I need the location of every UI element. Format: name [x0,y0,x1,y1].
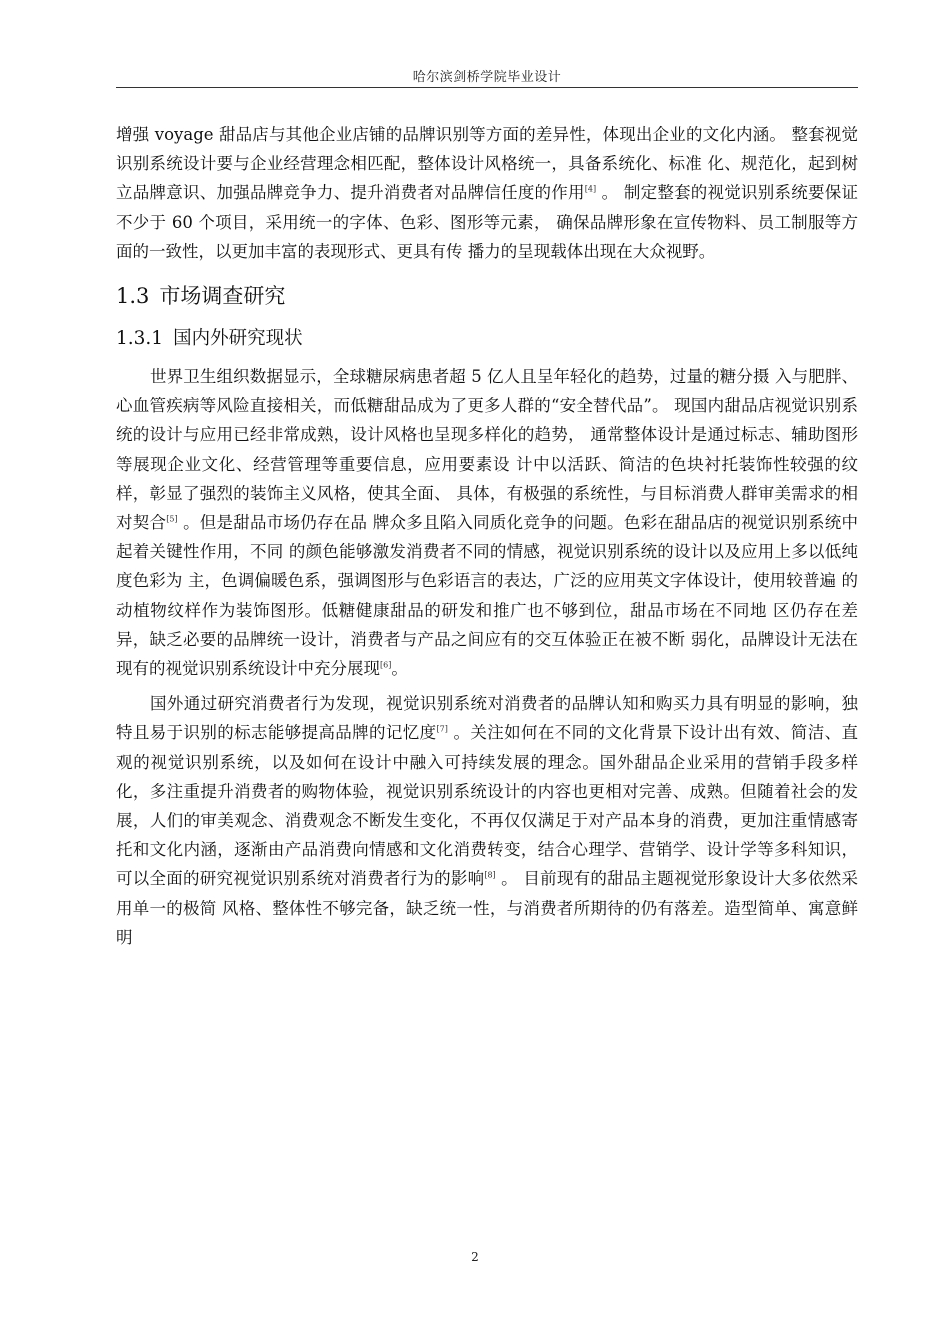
intro-text-a: 增强 voyage 甜品店与其他企业店铺的品牌识别等方面的差异性，体现出企业的文化内涵。 整套视觉识别系统设计要与企业经营理念相匹配，整体设计风格统一，具备系统化、标准 化、规范化，起到树立品牌意识、加强品牌竞争力、提升消费者对品牌信任度的作用 [116,125,858,203]
foreign-research-paragraph [116,689,858,952]
page-body [116,120,858,952]
header-divider [116,87,858,88]
citation-4[interactable]: [4] [584,184,597,194]
intro-text-b: 。 制定整套的视觉识别系统要保证不少于 60 个项目，采用统一的字体、色彩、图形等元素， 确保品牌形象在宣传物料、员工制服等方面的一致性，以更加丰富的表现形式、更具有传 播力的呈现载体出现在大众视野。 [116,183,858,261]
para3-text-c: 。 目前现有的甜品主题视觉形象设计大多依然采用单一的极简 风格、整体性不够完备，缺乏统一性，与消费者所期待的仍有落差。造型简单、寓意鲜明 [116,869,858,947]
citation-5[interactable]: [5] [166,514,178,524]
intro-paragraph [116,120,858,266]
page-number: 2 [471,1250,479,1264]
para3-text-b: 。关注如何在不同的文化背景下设计出有效、简洁、直观的视觉识别系统，以及如何在设计中融入可持续发展的理念。国外甜品企业采用的营销手段多样化，多注重提升消费者的购物体验，视觉识别系统设计的内容也更相对完善、成熟。但随着社会的发展，人们的审美观念、消费观念不断发生变化，不再仅仅满足于对产品本身的消费，更加注重情感寄托和文化内涵，逐渐由产品消费向情感和文化消费转变，结合心理学、营销学、设计学等多科知识，可以全面的研究视觉识别系统对消费者行为的影响 [116,723,858,889]
section-title: 市场调查研究 [159,284,286,309]
para2-text-c: 。 [391,659,408,679]
subsection-number: 1.3.1 [116,328,164,350]
citation-6[interactable]: [6] [380,660,392,670]
page-header: 哈尔滨剑桥学院毕业设计 [412,70,562,85]
section-number: 1.3 [116,284,150,309]
section-heading [116,280,858,312]
para3-text-a: 国外通过研究消费者行为发现，视觉识别系统对消费者的品牌认知和购买力具有明显的影响，独特且易于识别的标志能够提高品牌的记忆度 [116,694,858,743]
citation-7[interactable]: [7] [436,724,448,734]
subsection-title: 国内外研究现状 [173,328,303,350]
para2-text-a: 世界卫生组织数据显示，全球糖尿病患者超 5 亿人且呈年轻化的趋势，过量的糖分摄 入与肥胖、心血管疾病等风险直接相关，而低糖甜品成为了更多人群的“安全替代品”。 现国内甜品店视觉识别系统的设计与应用已经非常成熟，设计风格也呈现多样化的趋势， 通常整体设计是通过标志、辅助图形等展现企业文化、经营管理等重要信息，应用要素设 计中以活跃、简洁的色块衬托装饰性较强的纹样，彰显了强烈的装饰主义风格，使其全面、 具体，有极强的系统性，与目标消费人群审美需求的相对契合 [116,367,858,533]
citation-8[interactable]: [8] [484,870,496,880]
subsection-heading [116,324,858,354]
domestic-research-paragraph [116,362,858,683]
para2-text-b: 。但是甜品市场仍存在品 牌众多且陷入同质化竞争的问题。色彩在甜品店的视觉识别系统中起着关键性作用，不同 的颜色能够激发消费者不同的情感，视觉识别系统的设计以及应用上多以低纯度色彩为 主，色调偏暖色系，强调图形与色彩语言的表达，广泛的应用英文字体设计，使用较普遍 的动植物纹样作为装饰图形。低糖健康甜品的研发和推广也不够到位，甜品市场在不同地 区仍存在差异，缺乏必要的品牌统一设计，消费者与产品之间应有的交互体验正在被不断 弱化，品牌设计无法在现有的视觉识别系统设计中充分展现 [116,513,858,679]
